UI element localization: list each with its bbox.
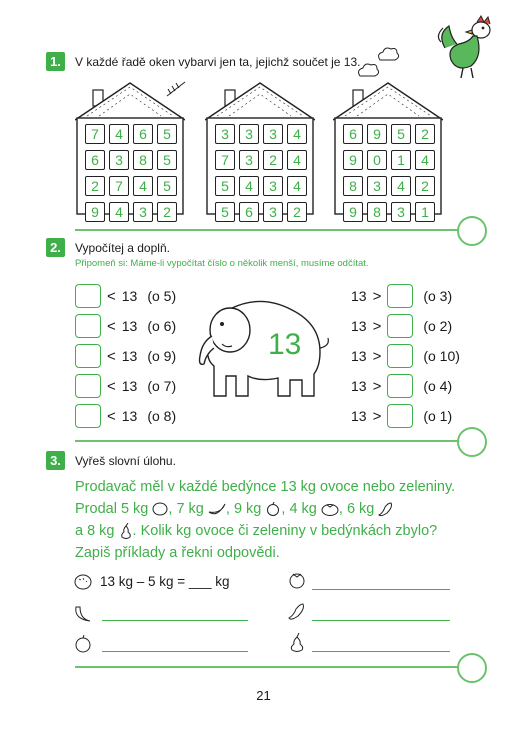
house-3	[333, 80, 443, 220]
left-row	[75, 284, 176, 308]
answer-box[interactable]	[75, 344, 101, 368]
right-row	[351, 314, 452, 338]
center-number: 13	[268, 328, 302, 361]
tomato-icon	[321, 502, 339, 516]
window[interactable]: 3	[263, 124, 283, 144]
answer-line[interactable]	[312, 620, 450, 621]
answer-box[interactable]	[387, 374, 413, 398]
example-equation: 13 kg – 5 kg = ___ kg	[100, 574, 230, 589]
text: , 6 kg	[338, 501, 375, 517]
paren: (o 2)	[423, 318, 453, 334]
symbol: >	[372, 347, 382, 365]
window[interactable]: 4	[415, 150, 435, 170]
symbol: >	[372, 317, 382, 335]
pear-icon	[287, 632, 307, 652]
divider-ring	[457, 216, 487, 246]
window[interactable]: 8	[367, 202, 387, 222]
window[interactable]: 0	[367, 150, 387, 170]
window[interactable]: 6	[85, 150, 105, 170]
value: 13	[121, 348, 138, 364]
window-grid-2	[215, 124, 307, 222]
window-grid-1	[85, 124, 177, 222]
answer-box[interactable]	[75, 314, 101, 338]
answer-line[interactable]	[312, 651, 450, 652]
window[interactable]: 1	[415, 202, 435, 222]
window[interactable]: 8	[343, 176, 363, 196]
text: , 4 kg	[281, 501, 317, 517]
window[interactable]: 2	[157, 202, 177, 222]
task-1-instruction: V každé řadě oken vybarvi jen ta, jejichž součet je 13.	[75, 55, 361, 69]
value: 13	[121, 318, 138, 334]
symbol: <	[107, 317, 116, 335]
symbol: <	[107, 377, 116, 395]
task-1-badge: 1.	[46, 52, 65, 71]
paren: (o 3)	[423, 288, 453, 304]
paren: (o 8)	[147, 408, 177, 424]
apple-icon	[265, 502, 281, 516]
answer-line[interactable]	[102, 651, 248, 652]
word-line-2	[75, 498, 475, 520]
window[interactable]: 4	[287, 176, 307, 196]
window[interactable]: 3	[239, 124, 259, 144]
task-2-hint: Připomeň si: Máme-li vypočítat číslo o několik menší, musíme odčítat.	[75, 258, 369, 269]
window[interactable]: 6	[343, 124, 363, 144]
answer-box[interactable]	[387, 284, 413, 308]
window[interactable]: 1	[391, 150, 411, 170]
left-row	[75, 344, 176, 368]
window[interactable]: 2	[287, 202, 307, 222]
right-row	[351, 374, 452, 398]
task-3-instruction: Vyřeš slovní úlohu.	[75, 454, 176, 468]
window[interactable]: 2	[85, 176, 105, 196]
window[interactable]: 5	[157, 150, 177, 170]
word-line-4: Zapiš příklady a řekni odpovědi.	[75, 545, 280, 561]
paren: (o 9)	[147, 348, 177, 364]
answer-line[interactable]	[312, 589, 450, 590]
window[interactable]: 3	[215, 124, 235, 144]
apple-icon	[73, 634, 93, 654]
paren: (o 10)	[423, 348, 460, 364]
right-row	[351, 404, 452, 428]
symbol: <	[107, 287, 116, 305]
melon-icon	[152, 502, 168, 516]
text: , 9 kg	[225, 501, 262, 517]
house-1	[75, 80, 185, 220]
value: 13	[351, 348, 367, 364]
answer-box[interactable]	[387, 314, 413, 338]
pepper-icon	[378, 501, 394, 517]
pepper-icon	[287, 601, 307, 621]
paren: (o 1)	[423, 408, 453, 424]
window[interactable]: 3	[109, 150, 129, 170]
answer-box[interactable]	[387, 344, 413, 368]
value: 13	[121, 408, 138, 424]
divider-ring	[457, 427, 487, 457]
window[interactable]: 5	[391, 124, 411, 144]
left-row	[75, 374, 176, 398]
window[interactable]: 4	[391, 176, 411, 196]
divider	[75, 666, 459, 668]
banana-icon	[73, 603, 93, 623]
house-2	[205, 80, 315, 220]
window[interactable]: 3	[263, 176, 283, 196]
window[interactable]: 9	[343, 150, 363, 170]
window[interactable]: 5	[157, 124, 177, 144]
elephant-icon	[192, 296, 332, 406]
window[interactable]: 5	[215, 202, 235, 222]
window[interactable]: 3	[367, 176, 387, 196]
left-row	[75, 404, 176, 428]
window[interactable]: 4	[109, 202, 129, 222]
symbol: >	[372, 377, 382, 395]
window[interactable]: 4	[109, 124, 129, 144]
window[interactable]: 3	[263, 202, 283, 222]
divider	[75, 229, 459, 231]
window[interactable]: 4	[133, 176, 153, 196]
symbol: <	[107, 407, 116, 425]
word-problem	[75, 476, 475, 564]
window[interactable]: 3	[391, 202, 411, 222]
window[interactable]: 9	[367, 124, 387, 144]
window[interactable]: 3	[133, 202, 153, 222]
window[interactable]: 9	[85, 202, 105, 222]
value: 13	[121, 288, 138, 304]
paren: (o 4)	[423, 378, 453, 394]
window[interactable]: 6	[133, 124, 153, 144]
text: . Kolik kg ovoce či zeleniny v bedýnkách zbylo?	[132, 523, 438, 539]
answer-box[interactable]	[75, 404, 101, 428]
text: , 7 kg	[168, 501, 204, 517]
value: 13	[121, 378, 138, 394]
value: 13	[351, 288, 367, 304]
window[interactable]: 4	[287, 150, 307, 170]
window[interactable]: 8	[133, 150, 153, 170]
antenna-icon	[165, 80, 187, 98]
window[interactable]: 7	[109, 176, 129, 196]
window[interactable]: 6	[239, 202, 259, 222]
window[interactable]: 2	[415, 124, 435, 144]
symbol: <	[107, 347, 116, 365]
symbol: >	[372, 287, 382, 305]
tomato-icon	[287, 570, 307, 590]
right-row	[351, 284, 452, 308]
value: 13	[351, 378, 367, 394]
window[interactable]: 5	[215, 176, 235, 196]
rooster-icon	[437, 14, 501, 80]
window-grid-3	[343, 124, 435, 222]
window[interactable]: 5	[157, 176, 177, 196]
text: Prodal 5 kg	[75, 501, 149, 517]
answer-line[interactable]	[102, 620, 248, 621]
banana-icon	[208, 502, 226, 516]
right-row	[351, 344, 460, 368]
window[interactable]: 9	[343, 202, 363, 222]
symbol: >	[372, 407, 382, 425]
window[interactable]: 4	[287, 124, 307, 144]
answer-box[interactable]	[75, 284, 101, 308]
task-3-badge: 3.	[46, 451, 65, 470]
melon-icon	[73, 572, 93, 592]
paren: (o 7)	[147, 378, 177, 394]
pear-icon	[119, 523, 133, 539]
text: a 8 kg	[75, 523, 115, 539]
value: 13	[351, 318, 367, 334]
answer-box[interactable]	[75, 374, 101, 398]
paren: (o 5)	[147, 288, 177, 304]
divider-ring	[457, 653, 487, 683]
window[interactable]: 7	[215, 150, 235, 170]
answer-box[interactable]	[387, 404, 413, 428]
task-2-badge: 2.	[46, 238, 65, 257]
page-number: 21	[256, 688, 271, 703]
smoke-icon	[355, 42, 410, 80]
window[interactable]: 2	[263, 150, 283, 170]
task-2-instruction: Vypočítej a doplň.	[75, 241, 170, 255]
window[interactable]: 7	[85, 124, 105, 144]
word-line-3	[75, 520, 475, 542]
window[interactable]: 3	[239, 150, 259, 170]
value: 13	[351, 408, 367, 424]
paren: (o 6)	[147, 318, 177, 334]
window[interactable]: 2	[415, 176, 435, 196]
window[interactable]: 4	[239, 176, 259, 196]
left-row	[75, 314, 176, 338]
divider	[75, 440, 459, 442]
word-line-1: Prodavač měl v každé bedýnce 13 kg ovoce nebo zeleniny.	[75, 479, 456, 495]
